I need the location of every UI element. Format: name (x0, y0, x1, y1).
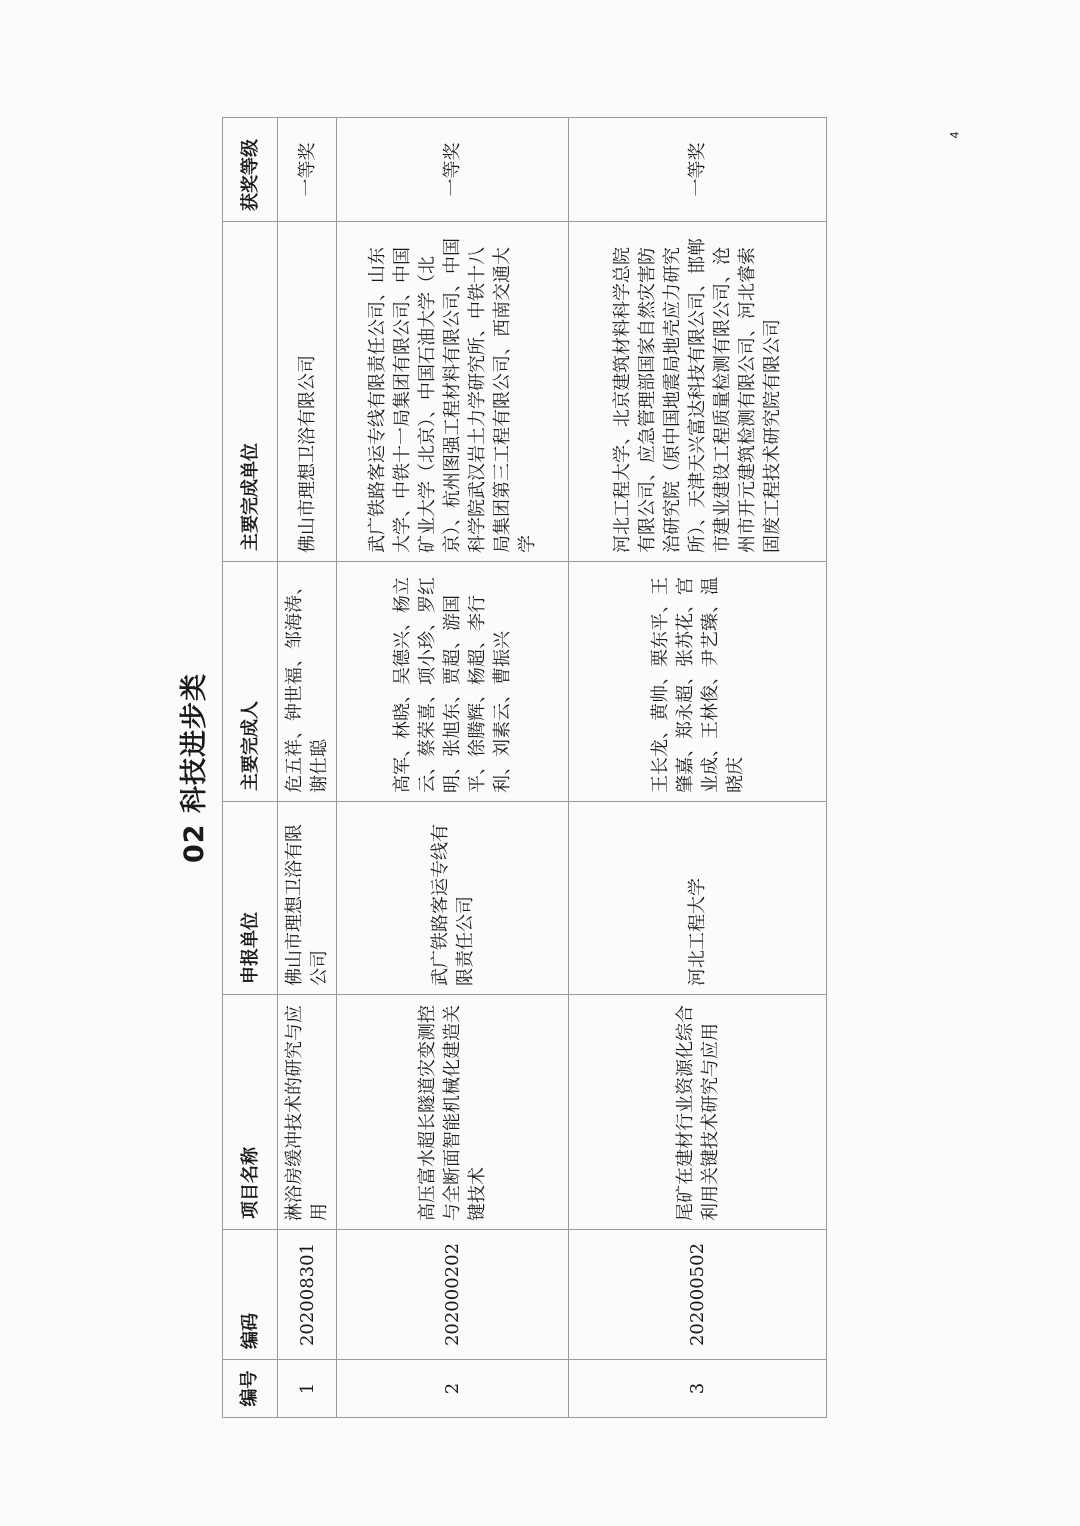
cell-code: 202008301 (278, 1230, 337, 1360)
table-row (337, 118, 569, 1418)
cell-project: 高压富水超长隧道灾变测控与全断面智能机械化建造关键技术 (337, 995, 569, 1230)
cell-people: 王长龙、黄帅、栗东平、王肇嘉、郑永超、张苏花、宫业成、王林俊、尹艺臻、温晓庆 (569, 562, 827, 802)
cell-applicant: 佛山市理想卫浴有限公司 (278, 802, 337, 995)
table-row (278, 118, 337, 1418)
cell-units: 佛山市理想卫浴有限公司 (278, 222, 337, 562)
cell-award: 一等奖 (278, 118, 337, 222)
rotated-page-content (179, 118, 824, 1418)
cell-no: 3 (569, 1360, 827, 1418)
cell-people: 危五祥、钟世福、邹海涛、谢仕聪 (278, 562, 337, 802)
award-table (222, 117, 827, 1418)
cell-units: 河北工程大学、北京建筑材料科学总院有限公司、应急管理部国家自然灾害防治研究院（原中国地震局地壳应力研究所）、天津天兴富达科技有限公司、邯郸市建业建设工程质量检测有限公司、沧州市开元建筑检测有限公司、河北睿索固废工程技术研究院有限公司 (569, 222, 827, 562)
header-applicant: 申报单位 (223, 802, 278, 995)
cell-award: 一等奖 (337, 118, 569, 222)
header-people: 主要完成人 (223, 562, 278, 802)
header-code: 编码 (223, 1230, 278, 1360)
cell-project: 淋浴房缓冲技术的研究与应用 (278, 995, 337, 1230)
cell-award: 一等奖 (569, 118, 827, 222)
header-award: 获奖等级 (223, 118, 278, 222)
header-project: 项目名称 (223, 995, 278, 1230)
table-frame (179, 118, 824, 1418)
cell-applicant: 武广铁路客运专线有限责任公司 (337, 802, 569, 995)
cell-no: 1 (278, 1360, 337, 1418)
cell-units: 武广铁路客运专线有限责任公司、山东大学、中铁十一局集团有限公司、中国矿业大学（北京）、中国石油大学（北京）、杭州图强工程材料有限公司、中国科学院武汉岩土力学研究所、中铁十八局集团第三工程有限公司、西南交通大学 (337, 222, 569, 562)
table-header-row (223, 118, 278, 1418)
cell-applicant: 河北工程大学 (569, 802, 827, 995)
header-units: 主要完成单位 (223, 222, 278, 562)
page-number: 4 (947, 131, 962, 139)
section-title: 02 科技进步类 (179, 673, 210, 863)
table-row (569, 118, 827, 1418)
cell-project: 尾矿在建材行业资源化综合利用关键技术研究与应用 (569, 995, 827, 1230)
cell-no: 2 (337, 1360, 569, 1418)
header-no: 编号 (223, 1360, 278, 1418)
cell-code: 202000502 (569, 1230, 827, 1360)
cell-people: 高军、林晓、吴德兴、杨立云、蔡荣喜、项小珍、罗红明、张旭东、贾超、游国平、徐腾辉、杨超、李行利、刘素云、曹振兴 (337, 562, 569, 802)
cell-code: 202000202 (337, 1230, 569, 1360)
